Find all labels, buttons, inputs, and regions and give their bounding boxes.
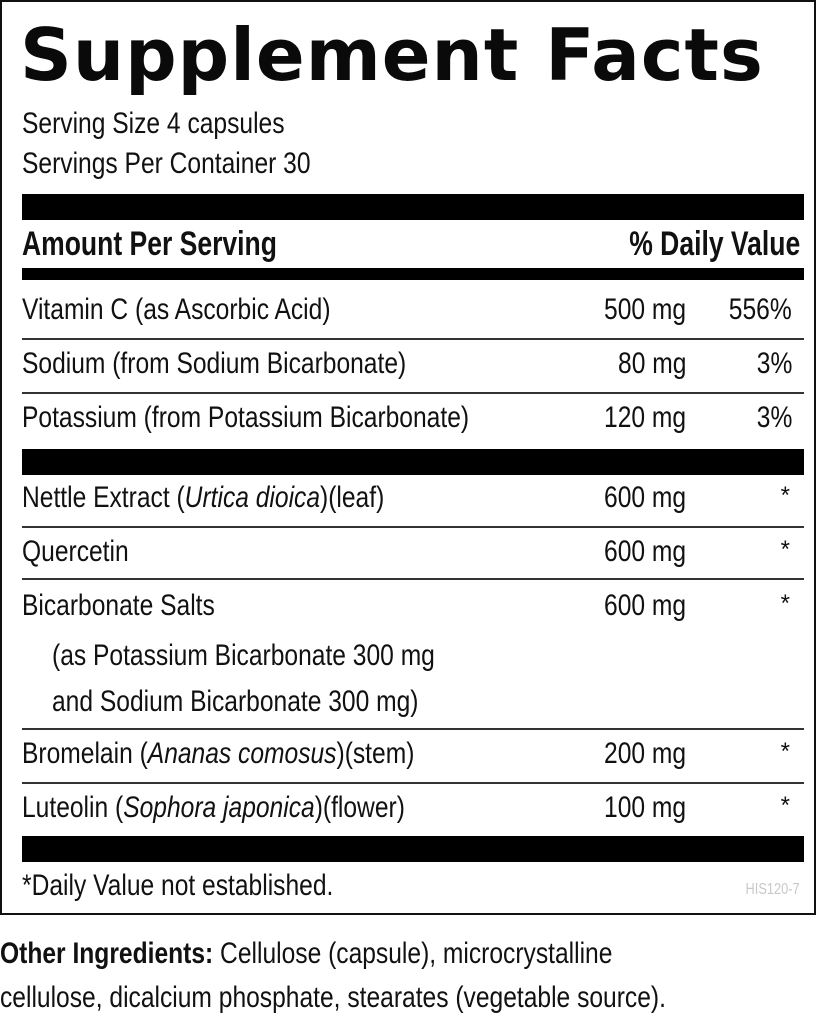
asterisk: * [780,792,790,819]
nutrient-name: Vitamin C (as Ascorbic Acid) [22,293,331,326]
nutrient-dv: 3% [756,401,792,434]
row-divider [22,526,804,528]
latin-name: Urtica dioica [184,481,321,514]
row-divider [22,338,804,340]
asterisk: * [780,590,790,617]
thick-divider [22,194,804,220]
nutrient-name: Potassium (from Potassium Bicarbonate) [22,401,470,434]
ingredient-name: Nettle Extract (Urtica dioica)(leaf) [22,481,385,514]
amount-per-serving-header: Amount Per Serving [22,225,277,263]
ingredient-name: Bicarbonate Salts [22,589,215,622]
nutrient-name: Sodium (from Sodium Bicarbonate) [22,347,407,380]
ingredient-amount: 600 mg [603,589,686,622]
other-ingredients-label: Other Ingredients: [0,937,214,970]
nutrient-amount: 80 mg [617,347,686,380]
latin-name: Sophora japonica [123,791,315,824]
other-ingredients [0,932,820,1020]
nutrient-dv: 556% [729,293,792,326]
daily-value-header: % Daily Value [628,225,800,263]
latin-name: Ananas comosus [147,737,337,770]
other-ingredients-text: Cellulose (capsule), microcrystalline [213,937,613,970]
label-title: Supplement Facts [20,13,764,97]
nutrient-amount: 500 mg [603,293,686,326]
asterisk: * [780,738,790,765]
asterisk: * [780,536,790,563]
asterisk: * [780,482,790,509]
ingredient-name: Luteolin (Sophora japonica)(flower) [22,791,405,824]
ingredient-amount: 100 mg [603,791,686,824]
row-divider [22,578,804,580]
daily-value-footnote: *Daily Value not established. [22,869,334,902]
row-divider [22,728,804,730]
ingredient-name: Bromelain (Ananas comosus)(stem) [22,737,415,770]
ingredient-amount: 600 mg [603,535,686,568]
serving-size: Serving Size 4 capsules [22,107,285,140]
ingredient-detail: (as Potassium Bicarbonate 300 mg [52,639,435,672]
medium-divider [22,268,804,280]
nutrient-amount: 120 mg [603,401,686,434]
ingredient-amount: 200 mg [603,737,686,770]
servings-per-container: Servings Per Container 30 [22,147,311,180]
ingredient-amount: 600 mg [603,481,686,514]
ingredient-detail: and Sodium Bicarbonate 300 mg) [52,685,419,718]
row-divider [22,782,804,784]
ingredient-name: Quercetin [22,535,129,568]
thick-divider [22,449,804,475]
other-ingredients-text-line2: cellulose, dicalcium phosphate, stearates (vegetable source). [0,981,666,1014]
thick-divider [22,836,804,862]
product-code: HIS120-7 [745,881,800,898]
row-divider [22,392,804,394]
nutrient-dv: 3% [756,347,792,380]
